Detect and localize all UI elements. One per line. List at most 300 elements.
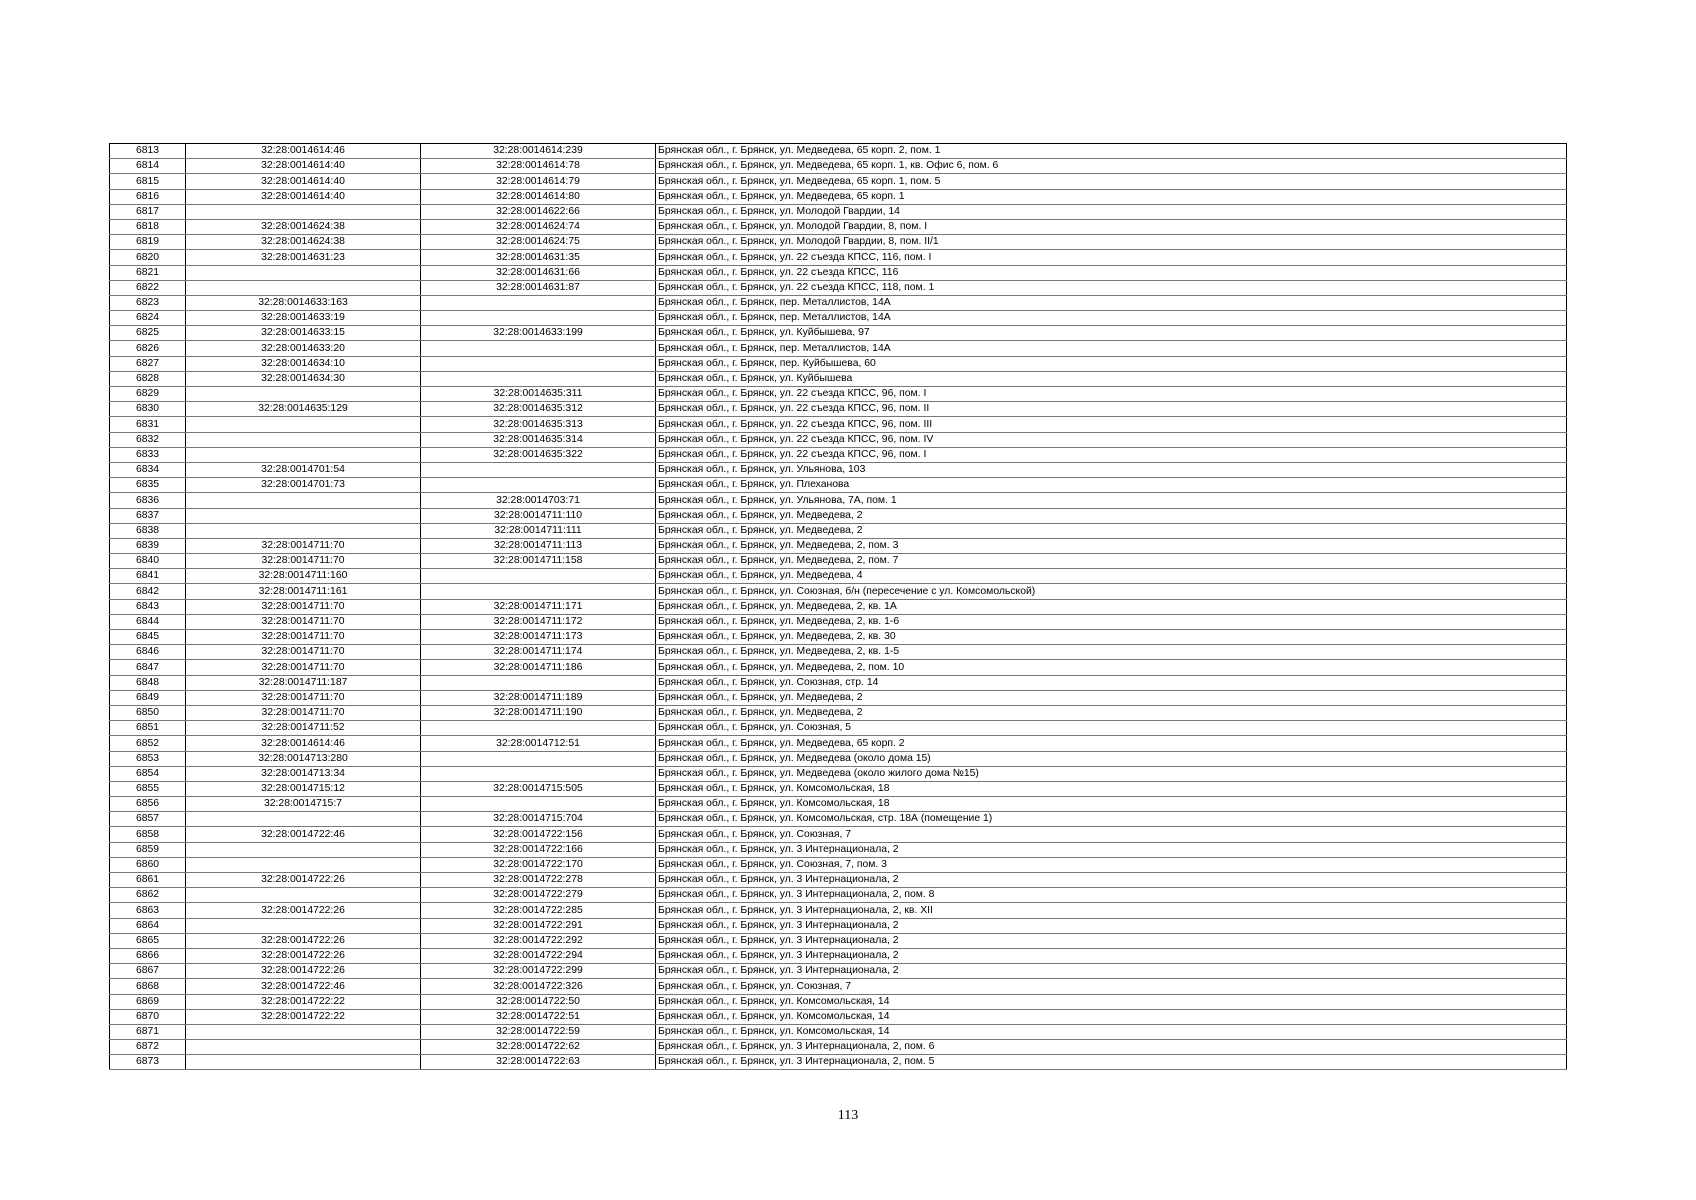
table-row [110,538,1567,553]
address-cell: Брянская обл., г. Брянск, ул. 22 съезда КПСС, 96, пом. IV [656,432,1567,447]
land-plot-cadastral-number: 32:28:0014711:70 [186,538,421,553]
building-cadastral-number: 32:28:0014633:199 [421,326,656,341]
building-cadastral-number: 32:28:0014722:278 [421,873,656,888]
building-cadastral-number: 32:28:0014624:74 [421,219,656,234]
address-cell: Брянская обл., г. Брянск, ул. 22 съезда КПСС, 96, пом. I [656,447,1567,462]
building-cadastral-number: 32:28:0014712:51 [421,736,656,751]
address-cell: Брянская обл., г. Брянск, ул. 3 Интернационала, 2 [656,842,1567,857]
address-cell: Брянская обл., г. Брянск, ул. Медведева (около дома 15) [656,751,1567,766]
building-cadastral-number: 32:28:0014635:313 [421,417,656,432]
land-plot-cadastral-number: 32:28:0014715:12 [186,781,421,796]
land-plot-cadastral-number: 32:28:0014635:129 [186,402,421,417]
land-plot-cadastral-number: 32:28:0014711:187 [186,675,421,690]
building-cadastral-number: 32:28:0014631:66 [421,265,656,280]
row-number: 6868 [110,979,186,994]
building-cadastral-number: 32:28:0014722:291 [421,918,656,933]
table-row [110,797,1567,812]
address-cell: Брянская обл., г. Брянск, ул. Медведева, 2 [656,508,1567,523]
building-cadastral-number: 32:28:0014722:62 [421,1040,656,1055]
address-cell: Брянская обл., г. Брянск, ул. Комсомольская, 14 [656,994,1567,1009]
building-cadastral-number [421,295,656,310]
row-number: 6826 [110,341,186,356]
table-row [110,630,1567,645]
building-cadastral-number: 32:28:0014711:186 [421,660,656,675]
building-cadastral-number: 32:28:0014722:170 [421,857,656,872]
building-cadastral-number: 32:28:0014722:285 [421,903,656,918]
land-plot-cadastral-number [186,417,421,432]
building-cadastral-number: 32:28:0014711:190 [421,705,656,720]
table-row [110,903,1567,918]
row-number: 6873 [110,1055,186,1070]
register-table [109,143,1567,1070]
building-cadastral-number: 32:28:0014624:75 [421,235,656,250]
address-cell: Брянская обл., г. Брянск, ул. Куйбышева [656,371,1567,386]
building-cadastral-number: 32:28:0014614:78 [421,159,656,174]
row-number: 6840 [110,554,186,569]
building-cadastral-number: 32:28:0014711:158 [421,554,656,569]
building-cadastral-number: 32:28:0014722:51 [421,1009,656,1024]
building-cadastral-number: 32:28:0014622:66 [421,204,656,219]
land-plot-cadastral-number: 32:28:0014634:30 [186,371,421,386]
building-cadastral-number [421,356,656,371]
address-cell: Брянская обл., г. Брянск, ул. 22 съезда КПСС, 116 [656,265,1567,280]
land-plot-cadastral-number: 32:28:0014711:160 [186,569,421,584]
row-number: 6853 [110,751,186,766]
land-plot-cadastral-number [186,523,421,538]
row-number: 6843 [110,599,186,614]
table-row [110,994,1567,1009]
row-number: 6870 [110,1009,186,1024]
land-plot-cadastral-number [186,812,421,827]
row-number: 6837 [110,508,186,523]
row-number: 6845 [110,630,186,645]
land-plot-cadastral-number: 32:28:0014713:34 [186,766,421,781]
row-number: 6847 [110,660,186,675]
table-row [110,478,1567,493]
land-plot-cadastral-number: 32:28:0014633:19 [186,311,421,326]
land-plot-cadastral-number: 32:28:0014633:15 [186,326,421,341]
address-cell: Брянская обл., г. Брянск, ул. Куйбышева, 97 [656,326,1567,341]
building-cadastral-number [421,751,656,766]
building-cadastral-number: 32:28:0014635:311 [421,387,656,402]
table-row [110,265,1567,280]
table-row [110,599,1567,614]
row-number: 6849 [110,690,186,705]
building-cadastral-number [421,797,656,812]
land-plot-cadastral-number: 32:28:0014614:46 [186,736,421,751]
row-number: 6856 [110,797,186,812]
table-row [110,371,1567,386]
row-number: 6831 [110,417,186,432]
building-cadastral-number: 32:28:0014635:314 [421,432,656,447]
table-row [110,189,1567,204]
table-row [110,174,1567,189]
address-cell: Брянская обл., г. Брянск, ул. Медведева, 65 корп. 1 [656,189,1567,204]
address-cell: Брянская обл., г. Брянск, ул. 3 Интернационала, 2 [656,964,1567,979]
building-cadastral-number: 32:28:0014635:322 [421,447,656,462]
land-plot-cadastral-number: 32:28:0014614:40 [186,174,421,189]
address-cell: Брянская обл., г. Брянск, ул. Медведева, 2 [656,705,1567,720]
address-cell: Брянская обл., г. Брянск, ул. 22 съезда КПСС, 96, пом. I [656,387,1567,402]
register-table-body [110,144,1567,1070]
row-number: 6818 [110,219,186,234]
table-row [110,523,1567,538]
building-cadastral-number: 32:28:0014711:171 [421,599,656,614]
building-cadastral-number [421,311,656,326]
table-row [110,295,1567,310]
land-plot-cadastral-number: 32:28:0014624:38 [186,235,421,250]
building-cadastral-number [421,569,656,584]
row-number: 6822 [110,280,186,295]
row-number: 6820 [110,250,186,265]
table-row [110,402,1567,417]
land-plot-cadastral-number: 32:28:0014634:10 [186,356,421,371]
table-row [110,554,1567,569]
table-row [110,387,1567,402]
land-plot-cadastral-number: 32:28:0014631:23 [186,250,421,265]
building-cadastral-number [421,341,656,356]
address-cell: Брянская обл., г. Брянск, ул. Союзная, 7 [656,979,1567,994]
row-number: 6846 [110,645,186,660]
address-cell: Брянская обл., г. Брянск, ул. Медведева, 4 [656,569,1567,584]
land-plot-cadastral-number [186,280,421,295]
row-number: 6819 [110,235,186,250]
land-plot-cadastral-number: 32:28:0014711:70 [186,660,421,675]
row-number: 6861 [110,873,186,888]
address-cell: Брянская обл., г. Брянск, ул. 3 Интернационала, 2, пом. 5 [656,1055,1567,1070]
row-number: 6867 [110,964,186,979]
building-cadastral-number: 32:28:0014635:312 [421,402,656,417]
land-plot-cadastral-number: 32:28:0014711:70 [186,705,421,720]
address-cell: Брянская обл., г. Брянск, ул. 3 Интернационала, 2, кв. XII [656,903,1567,918]
address-cell: Брянская обл., г. Брянск, ул. 22 съезда КПСС, 116, пом. I [656,250,1567,265]
building-cadastral-number: 32:28:0014703:71 [421,493,656,508]
land-plot-cadastral-number: 32:28:0014722:26 [186,873,421,888]
table-row [110,219,1567,234]
address-cell: Брянская обл., г. Брянск, ул. Ульянова, 7А, пом. 1 [656,493,1567,508]
building-cadastral-number: 32:28:0014711:189 [421,690,656,705]
address-cell: Брянская обл., г. Брянск, ул. Комсомольская, 14 [656,1024,1567,1039]
land-plot-cadastral-number [186,447,421,462]
table-row [110,842,1567,857]
row-number: 6860 [110,857,186,872]
building-cadastral-number [421,462,656,477]
table-row [110,888,1567,903]
land-plot-cadastral-number: 32:28:0014711:70 [186,690,421,705]
address-cell: Брянская обл., г. Брянск, ул. 22 съезда КПСС, 96, пом. II [656,402,1567,417]
table-row [110,356,1567,371]
building-cadastral-number: 32:28:0014715:704 [421,812,656,827]
row-number: 6836 [110,493,186,508]
row-number: 6827 [110,356,186,371]
row-number: 6828 [110,371,186,386]
row-number: 6824 [110,311,186,326]
table-row [110,569,1567,584]
land-plot-cadastral-number [186,1040,421,1055]
address-cell: Брянская обл., г. Брянск, ул. Медведева, 65 корп. 2, пом. 1 [656,144,1567,159]
table-row [110,1009,1567,1024]
building-cadastral-number: 32:28:0014711:110 [421,508,656,523]
row-number: 6854 [110,766,186,781]
row-number: 6857 [110,812,186,827]
row-number: 6830 [110,402,186,417]
land-plot-cadastral-number: 32:28:0014711:70 [186,614,421,629]
address-cell: Брянская обл., г. Брянск, ул. Медведева, 2, кв. 30 [656,630,1567,645]
land-plot-cadastral-number: 32:28:0014722:22 [186,1009,421,1024]
table-row [110,721,1567,736]
row-number: 6838 [110,523,186,538]
row-number: 6816 [110,189,186,204]
address-cell: Брянская обл., г. Брянск, ул. Медведева, 2, пом. 7 [656,554,1567,569]
page-number: 113 [837,1108,859,1123]
address-cell: Брянская обл., г. Брянск, ул. Медведева, 65 корп. 1, кв. Офис 6, пом. 6 [656,159,1567,174]
address-cell: Брянская обл., г. Брянск, ул. Комсомольская, 14 [656,1009,1567,1024]
table-row [110,690,1567,705]
table-row [110,827,1567,842]
land-plot-cadastral-number [186,888,421,903]
land-plot-cadastral-number: 32:28:0014711:52 [186,721,421,736]
row-number: 6817 [110,204,186,219]
land-plot-cadastral-number: 32:28:0014722:46 [186,827,421,842]
table-row [110,235,1567,250]
building-cadastral-number [421,478,656,493]
address-cell: Брянская обл., г. Брянск, ул. Комсомольская, 18 [656,797,1567,812]
address-cell: Брянская обл., г. Брянск, пер. Металлистов, 14А [656,295,1567,310]
table-row [110,493,1567,508]
table-row [110,660,1567,675]
table-row [110,964,1567,979]
address-cell: Брянская обл., г. Брянск, ул. Медведева (около жилого дома №15) [656,766,1567,781]
building-cadastral-number: 32:28:0014711:174 [421,645,656,660]
table-row [110,948,1567,963]
land-plot-cadastral-number: 32:28:0014633:163 [186,295,421,310]
building-cadastral-number [421,584,656,599]
table-row [110,311,1567,326]
building-cadastral-number: 32:28:0014722:59 [421,1024,656,1039]
row-number: 6842 [110,584,186,599]
land-plot-cadastral-number [186,265,421,280]
table-row [110,781,1567,796]
address-cell: Брянская обл., г. Брянск, ул. Молодой Гвардии, 14 [656,204,1567,219]
building-cadastral-number [421,721,656,736]
building-cadastral-number: 32:28:0014711:113 [421,538,656,553]
land-plot-cadastral-number: 32:28:0014711:70 [186,599,421,614]
table-row [110,432,1567,447]
table-row [110,417,1567,432]
building-cadastral-number: 32:28:0014711:111 [421,523,656,538]
building-cadastral-number: 32:28:0014711:172 [421,614,656,629]
land-plot-cadastral-number: 32:28:0014701:73 [186,478,421,493]
address-cell: Брянская обл., г. Брянск, пер. Металлистов, 14А [656,341,1567,356]
table-row [110,979,1567,994]
table-row [110,812,1567,827]
building-cadastral-number [421,675,656,690]
land-plot-cadastral-number [186,842,421,857]
building-cadastral-number: 32:28:0014722:326 [421,979,656,994]
table-row [110,675,1567,690]
address-cell: Брянская обл., г. Брянск, пер. Куйбышева, 60 [656,356,1567,371]
row-number: 6815 [110,174,186,189]
address-cell: Брянская обл., г. Брянск, ул. Молодой Гвардии, 8, пом. I [656,219,1567,234]
building-cadastral-number: 32:28:0014722:166 [421,842,656,857]
building-cadastral-number: 32:28:0014631:35 [421,250,656,265]
address-cell: Брянская обл., г. Брянск, ул. Ульянова, 103 [656,462,1567,477]
row-number: 6862 [110,888,186,903]
building-cadastral-number: 32:28:0014711:173 [421,630,656,645]
land-plot-cadastral-number: 32:28:0014614:40 [186,189,421,204]
table-row [110,159,1567,174]
address-cell: Брянская обл., г. Брянск, ул. Комсомольская, стр. 18А (помещение 1) [656,812,1567,827]
land-plot-cadastral-number: 32:28:0014711:70 [186,645,421,660]
land-plot-cadastral-number: 32:28:0014711:161 [186,584,421,599]
row-number: 6859 [110,842,186,857]
row-number: 6825 [110,326,186,341]
land-plot-cadastral-number: 32:28:0014624:38 [186,219,421,234]
building-cadastral-number: 32:28:0014722:279 [421,888,656,903]
table-row [110,766,1567,781]
address-cell: Брянская обл., г. Брянск, ул. Союзная, стр. 14 [656,675,1567,690]
address-cell: Брянская обл., г. Брянск, ул. 3 Интернационала, 2 [656,873,1567,888]
row-number: 6829 [110,387,186,402]
row-number: 6851 [110,721,186,736]
row-number: 6852 [110,736,186,751]
address-cell: Брянская обл., г. Брянск, ул. 3 Интернационала, 2, пом. 6 [656,1040,1567,1055]
land-plot-cadastral-number: 32:28:0014715:7 [186,797,421,812]
address-cell: Брянская обл., г. Брянск, ул. Молодой Гвардии, 8, пом. II/1 [656,235,1567,250]
row-number: 6866 [110,948,186,963]
address-cell: Брянская обл., г. Брянск, ул. Медведева, 2, пом. 3 [656,538,1567,553]
land-plot-cadastral-number: 32:28:0014614:40 [186,159,421,174]
row-number: 6834 [110,462,186,477]
building-cadastral-number: 32:28:0014722:63 [421,1055,656,1070]
address-cell: Брянская обл., г. Брянск, ул. Медведева, 2 [656,523,1567,538]
land-plot-cadastral-number: 32:28:0014614:46 [186,144,421,159]
land-plot-cadastral-number [186,204,421,219]
row-number: 6855 [110,781,186,796]
building-cadastral-number: 32:28:0014614:79 [421,174,656,189]
table-row [110,280,1567,295]
address-cell: Брянская обл., г. Брянск, ул. Союзная, 7 [656,827,1567,842]
row-number: 6844 [110,614,186,629]
land-plot-cadastral-number [186,1055,421,1070]
address-cell: Брянская обл., г. Брянск, ул. Медведева, 2, кв. 1-5 [656,645,1567,660]
table-row [110,1024,1567,1039]
address-cell: Брянская обл., г. Брянск, ул. Медведева, 65 корп. 1, пом. 5 [656,174,1567,189]
address-cell: Брянская обл., г. Брянск, ул. Медведева, 2, кв. 1А [656,599,1567,614]
building-cadastral-number: 32:28:0014722:294 [421,948,656,963]
address-cell: Брянская обл., г. Брянск, ул. Союзная, 7, пом. 3 [656,857,1567,872]
land-plot-cadastral-number [186,432,421,447]
address-cell: Брянская обл., г. Брянск, ул. Союзная, б/н (пересечение с ул. Комсомольской) [656,584,1567,599]
land-plot-cadastral-number [186,1024,421,1039]
building-cadastral-number: 32:28:0014715:505 [421,781,656,796]
address-cell: Брянская обл., г. Брянск, ул. Союзная, 5 [656,721,1567,736]
address-cell: Брянская обл., г. Брянск, ул. Плеханова [656,478,1567,493]
table-row [110,614,1567,629]
row-number: 6848 [110,675,186,690]
land-plot-cadastral-number [186,857,421,872]
address-cell: Брянская обл., г. Брянск, ул. Медведева, 2 [656,690,1567,705]
land-plot-cadastral-number: 32:28:0014701:54 [186,462,421,477]
building-cadastral-number: 32:28:0014722:156 [421,827,656,842]
land-plot-cadastral-number: 32:28:0014722:26 [186,964,421,979]
table-row [110,462,1567,477]
table-row [110,736,1567,751]
land-plot-cadastral-number: 32:28:0014722:26 [186,933,421,948]
row-number: 6832 [110,432,186,447]
land-plot-cadastral-number: 32:28:0014713:280 [186,751,421,766]
row-number: 6869 [110,994,186,1009]
row-number: 6821 [110,265,186,280]
land-plot-cadastral-number: 32:28:0014722:22 [186,994,421,1009]
table-row [110,204,1567,219]
table-row [110,584,1567,599]
building-cadastral-number [421,766,656,781]
building-cadastral-number [421,371,656,386]
row-number: 6814 [110,159,186,174]
row-number: 6864 [110,918,186,933]
table-row [110,645,1567,660]
row-number: 6823 [110,295,186,310]
address-cell: Брянская обл., г. Брянск, пер. Металлистов, 14А [656,311,1567,326]
row-number: 6813 [110,144,186,159]
row-number: 6872 [110,1040,186,1055]
address-cell: Брянская обл., г. Брянск, ул. 22 съезда КПСС, 96, пом. III [656,417,1567,432]
row-number: 6841 [110,569,186,584]
table-row [110,326,1567,341]
land-plot-cadastral-number [186,918,421,933]
building-cadastral-number: 32:28:0014614:80 [421,189,656,204]
land-plot-cadastral-number [186,493,421,508]
address-cell: Брянская обл., г. Брянск, ул. Медведева, 2, пом. 10 [656,660,1567,675]
row-number: 6871 [110,1024,186,1039]
table-row [110,751,1567,766]
row-number: 6850 [110,705,186,720]
building-cadastral-number: 32:28:0014614:239 [421,144,656,159]
address-cell: Брянская обл., г. Брянск, ул. Комсомольская, 18 [656,781,1567,796]
address-cell: Брянская обл., г. Брянск, ул. 3 Интернационала, 2 [656,948,1567,963]
table-row [110,873,1567,888]
land-plot-cadastral-number: 32:28:0014711:70 [186,630,421,645]
row-number: 6863 [110,903,186,918]
row-number: 6839 [110,538,186,553]
address-cell: Брянская обл., г. Брянск, ул. 3 Интернационала, 2 [656,933,1567,948]
building-cadastral-number: 32:28:0014722:50 [421,994,656,1009]
land-plot-cadastral-number: 32:28:0014722:46 [186,979,421,994]
table-row [110,250,1567,265]
row-number: 6865 [110,933,186,948]
address-cell: Брянская обл., г. Брянск, ул. Медведева, 2, кв. 1-6 [656,614,1567,629]
table-row [110,857,1567,872]
address-cell: Брянская обл., г. Брянск, ул. 3 Интернационала, 2, пом. 8 [656,888,1567,903]
table-row [110,447,1567,462]
table-row [110,144,1567,159]
table-row [110,918,1567,933]
table-row [110,1055,1567,1070]
table-row [110,508,1567,523]
building-cadastral-number: 32:28:0014722:299 [421,964,656,979]
land-plot-cadastral-number: 32:28:0014722:26 [186,948,421,963]
building-cadastral-number: 32:28:0014722:292 [421,933,656,948]
table-row [110,933,1567,948]
building-cadastral-number: 32:28:0014631:87 [421,280,656,295]
land-plot-cadastral-number [186,387,421,402]
address-cell: Брянская обл., г. Брянск, ул. 3 Интернационала, 2 [656,918,1567,933]
row-number: 6835 [110,478,186,493]
table-row [110,1040,1567,1055]
table-row [110,705,1567,720]
address-cell: Брянская обл., г. Брянск, ул. 22 съезда КПСС, 118, пом. 1 [656,280,1567,295]
